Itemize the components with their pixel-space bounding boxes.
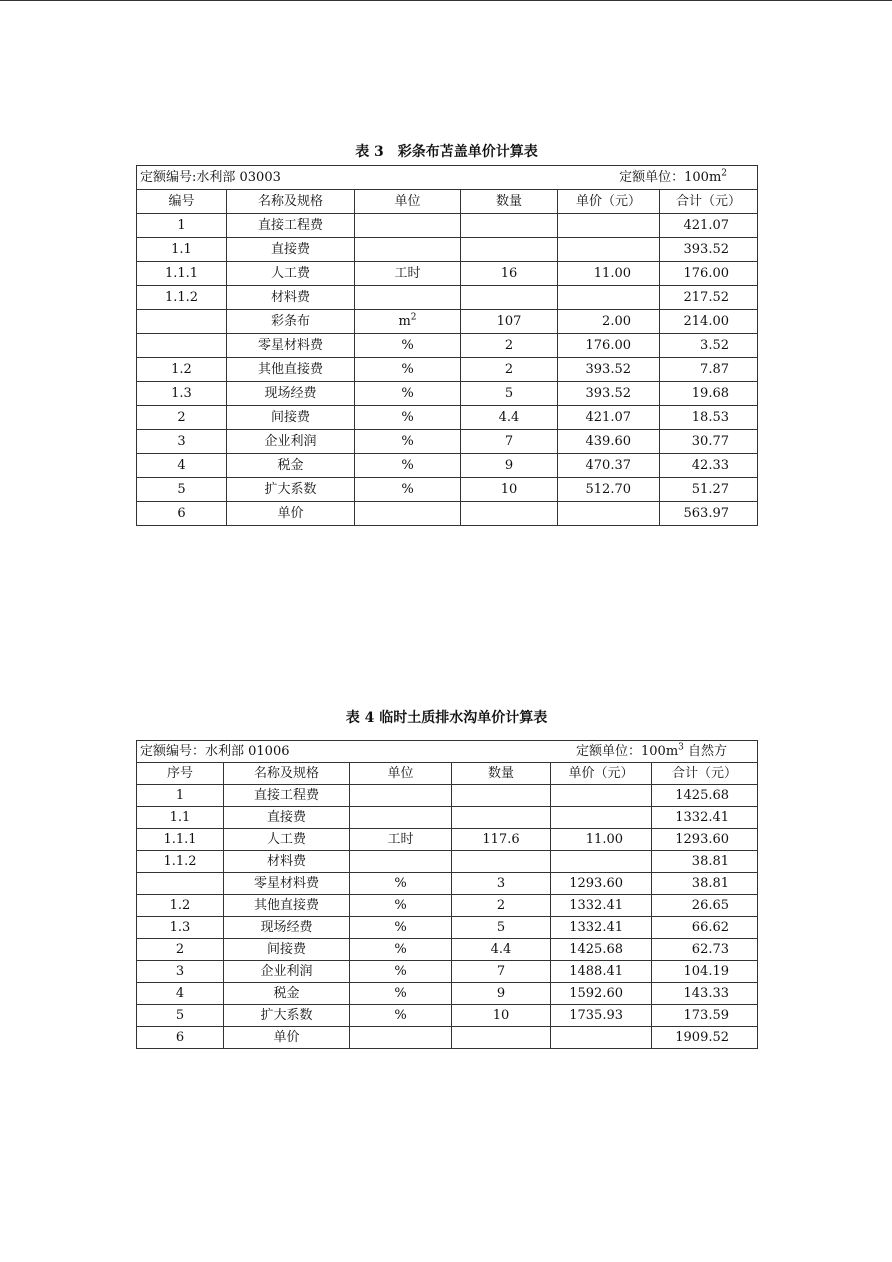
row-name: 零星材料费 — [227, 334, 355, 358]
table-row — [137, 785, 758, 807]
row-unit-price: 512.70 — [558, 478, 660, 502]
row-quantity — [461, 502, 558, 526]
quota-unit-exponent: 3 — [678, 742, 684, 753]
table-row — [137, 478, 758, 502]
row-unit-text: % — [401, 458, 414, 473]
row-quantity — [452, 807, 551, 829]
row-number: 1.1.2 — [137, 286, 227, 310]
row-quantity: 5 — [452, 917, 551, 939]
quota-unit-exponent: 2 — [721, 168, 727, 179]
row-total: 3.52 — [660, 334, 758, 358]
row-unit-price: 439.60 — [558, 430, 660, 454]
row-unit-price: 1592.60 — [551, 983, 652, 1005]
column-header: 编号 — [137, 190, 227, 214]
row-number: 4 — [137, 454, 227, 478]
row-unit-price: 393.52 — [558, 382, 660, 406]
row-unit-text: % — [401, 338, 414, 353]
row-quantity: 10 — [452, 1005, 551, 1027]
row-total: 38.81 — [652, 851, 758, 873]
row-total: 1332.41 — [652, 807, 758, 829]
table-row — [137, 358, 758, 382]
row-unit — [355, 286, 461, 310]
table-row — [137, 895, 758, 917]
row-name: 其他直接费 — [227, 358, 355, 382]
table-row — [137, 1005, 758, 1027]
column-header: 数量 — [452, 763, 551, 785]
row-total: 18.53 — [660, 406, 758, 430]
row-quantity: 4.4 — [461, 406, 558, 430]
row-number: 1 — [137, 214, 227, 238]
column-header-row — [137, 190, 758, 214]
table-row — [137, 917, 758, 939]
row-unit — [355, 334, 461, 358]
column-header: 合计（元） — [660, 190, 758, 214]
row-unit — [350, 939, 452, 961]
row-total: 176.00 — [660, 262, 758, 286]
table-row — [137, 262, 758, 286]
row-total: 42.33 — [660, 454, 758, 478]
column-header: 名称及规格 — [227, 190, 355, 214]
row-unit-price — [558, 502, 660, 526]
row-total: 421.07 — [660, 214, 758, 238]
row-name: 扩大系数 — [224, 1005, 350, 1027]
row-quantity: 7 — [452, 961, 551, 983]
row-unit-text: % — [394, 964, 407, 979]
row-total: 173.59 — [652, 1005, 758, 1027]
quota-number: 定额编号:水利部 03003 — [140, 170, 281, 185]
table4-unit-price-calc — [136, 740, 758, 1049]
row-quantity: 2 — [461, 334, 558, 358]
row-number: 5 — [137, 1005, 224, 1027]
row-unit-price: 1488.41 — [551, 961, 652, 983]
row-unit — [350, 895, 452, 917]
row-name: 间接费 — [227, 406, 355, 430]
row-name: 直接工程费 — [224, 785, 350, 807]
row-number: 1.3 — [137, 382, 227, 406]
row-unit — [350, 1027, 452, 1049]
row-unit-text: % — [394, 986, 407, 1001]
row-number: 1.1.1 — [137, 829, 224, 851]
table-row — [137, 983, 758, 1005]
row-quantity: 2 — [461, 358, 558, 382]
row-quantity: 107 — [461, 310, 558, 334]
row-unit-text: % — [394, 876, 407, 891]
row-total: 1293.60 — [652, 829, 758, 851]
row-quantity — [452, 851, 551, 873]
column-header: 数量 — [461, 190, 558, 214]
quota-header-cell — [137, 166, 758, 190]
row-unit-price — [551, 785, 652, 807]
row-unit-price: 470.37 — [558, 454, 660, 478]
row-name: 材料费 — [227, 286, 355, 310]
row-unit-text: % — [394, 920, 407, 935]
table-row — [137, 454, 758, 478]
row-unit — [355, 502, 461, 526]
table-row — [137, 829, 758, 851]
row-number: 4 — [137, 983, 224, 1005]
table-row — [137, 310, 758, 334]
row-total: 38.81 — [652, 873, 758, 895]
row-number: 1 — [137, 785, 224, 807]
row-unit-text: % — [401, 410, 414, 425]
row-total: 26.65 — [652, 895, 758, 917]
row-unit-price — [551, 851, 652, 873]
row-unit-price — [558, 286, 660, 310]
row-number: 6 — [137, 502, 227, 526]
row-number: 3 — [137, 961, 224, 983]
row-quantity: 16 — [461, 262, 558, 286]
row-total: 104.19 — [652, 961, 758, 983]
table-row — [137, 238, 758, 262]
column-header: 名称及规格 — [224, 763, 350, 785]
table-row — [137, 430, 758, 454]
row-unit-text: % — [401, 362, 414, 377]
table-row — [137, 334, 758, 358]
row-unit-text: 工时 — [387, 832, 414, 847]
row-name: 现场经费 — [227, 382, 355, 406]
column-header: 单位 — [355, 190, 461, 214]
row-quantity: 3 — [452, 873, 551, 895]
table-row — [137, 502, 758, 526]
row-name: 人工费 — [224, 829, 350, 851]
row-unit-text: 工时 — [394, 266, 421, 281]
row-unit-price: 1332.41 — [551, 895, 652, 917]
quota-header-row — [137, 166, 758, 190]
row-name: 单价 — [224, 1027, 350, 1049]
row-total: 143.33 — [652, 983, 758, 1005]
row-name: 税金 — [224, 983, 350, 1005]
row-quantity: 4.4 — [452, 939, 551, 961]
row-unit-price: 1332.41 — [551, 917, 652, 939]
page-top-border — [0, 0, 892, 1]
row-unit-price — [551, 1027, 652, 1049]
row-unit — [350, 917, 452, 939]
row-unit-price: 421.07 — [558, 406, 660, 430]
quota-number: 定额编号：水利部 01006 — [140, 744, 290, 759]
row-name: 直接费 — [224, 807, 350, 829]
row-number: 1.1 — [137, 238, 227, 262]
row-number — [137, 873, 224, 895]
row-name: 间接费 — [224, 939, 350, 961]
row-unit — [350, 851, 452, 873]
row-unit-text: % — [401, 386, 414, 401]
row-number: 2 — [137, 939, 224, 961]
table-row — [137, 807, 758, 829]
quota-unit-label: 定额单位：100m — [576, 744, 679, 759]
row-unit — [350, 961, 452, 983]
column-header: 合计（元） — [652, 763, 758, 785]
row-total: 563.97 — [660, 502, 758, 526]
row-number: 2 — [137, 406, 227, 430]
row-name: 税金 — [227, 454, 355, 478]
column-header: 序号 — [137, 763, 224, 785]
row-total: 30.77 — [660, 430, 758, 454]
row-number: 3 — [137, 430, 227, 454]
table-row — [137, 286, 758, 310]
row-unit-text: % — [394, 1008, 407, 1023]
row-name: 现场经费 — [224, 917, 350, 939]
row-unit — [350, 983, 452, 1005]
row-name: 直接工程费 — [227, 214, 355, 238]
row-quantity — [452, 785, 551, 807]
row-unit-price: 2.00 — [558, 310, 660, 334]
row-number — [137, 310, 227, 334]
quota-unit-suffix: 自然方 — [683, 744, 728, 759]
quota-header — [140, 742, 757, 759]
row-unit-price: 11.00 — [551, 829, 652, 851]
quota-unit — [619, 168, 727, 185]
row-quantity: 5 — [461, 382, 558, 406]
table-row — [137, 961, 758, 983]
column-header: 单价（元） — [551, 763, 652, 785]
table-row — [137, 851, 758, 873]
table-row — [137, 1027, 758, 1049]
row-unit — [355, 358, 461, 382]
row-unit — [350, 1005, 452, 1027]
row-total: 214.00 — [660, 310, 758, 334]
row-total: 19.68 — [660, 382, 758, 406]
row-number: 6 — [137, 1027, 224, 1049]
column-header-row — [137, 763, 758, 785]
row-unit — [350, 829, 452, 851]
row-number: 1.1.2 — [137, 851, 224, 873]
row-number: 5 — [137, 478, 227, 502]
row-unit — [355, 454, 461, 478]
table3-unit-price-calc — [136, 165, 758, 526]
row-unit — [350, 873, 452, 895]
row-name: 企业利润 — [227, 430, 355, 454]
row-unit-text: m — [398, 314, 411, 329]
row-name: 零星材料费 — [224, 873, 350, 895]
row-unit — [355, 310, 461, 334]
row-unit-price — [558, 214, 660, 238]
table-row — [137, 873, 758, 895]
row-name: 直接费 — [227, 238, 355, 262]
quota-header-row — [137, 741, 758, 763]
row-quantity — [461, 238, 558, 262]
row-total: 62.73 — [652, 939, 758, 961]
row-total: 217.52 — [660, 286, 758, 310]
row-number: 1.2 — [137, 358, 227, 382]
row-quantity — [452, 1027, 551, 1049]
row-unit — [355, 478, 461, 502]
row-unit — [355, 238, 461, 262]
row-unit-price: 1293.60 — [551, 873, 652, 895]
row-number: 1.2 — [137, 895, 224, 917]
row-unit — [355, 262, 461, 286]
row-unit-text: % — [401, 482, 414, 497]
row-name: 扩大系数 — [227, 478, 355, 502]
row-unit-price: 1735.93 — [551, 1005, 652, 1027]
row-unit — [350, 807, 452, 829]
row-quantity: 9 — [461, 454, 558, 478]
row-unit-text: % — [394, 942, 407, 957]
table-row — [137, 382, 758, 406]
row-total: 51.27 — [660, 478, 758, 502]
row-name: 材料费 — [224, 851, 350, 873]
row-name: 人工费 — [227, 262, 355, 286]
row-quantity: 2 — [452, 895, 551, 917]
quota-header-cell — [137, 741, 758, 763]
row-unit-text: % — [401, 434, 414, 449]
row-name: 彩条布 — [227, 310, 355, 334]
row-number: 1.1 — [137, 807, 224, 829]
row-total: 1425.68 — [652, 785, 758, 807]
row-total: 1909.52 — [652, 1027, 758, 1049]
row-unit — [355, 382, 461, 406]
row-unit-price — [558, 238, 660, 262]
row-name: 其他直接费 — [224, 895, 350, 917]
column-header: 单价（元） — [558, 190, 660, 214]
table-row — [137, 214, 758, 238]
row-quantity: 7 — [461, 430, 558, 454]
row-unit — [355, 430, 461, 454]
row-unit — [355, 406, 461, 430]
row-unit-price: 176.00 — [558, 334, 660, 358]
row-unit-price — [551, 807, 652, 829]
quota-unit — [576, 742, 728, 759]
row-number: 1.1.1 — [137, 262, 227, 286]
row-unit — [350, 785, 452, 807]
row-unit-text: % — [394, 898, 407, 913]
row-total: 7.87 — [660, 358, 758, 382]
row-quantity: 117.6 — [452, 829, 551, 851]
row-name: 企业利润 — [224, 961, 350, 983]
table4-title: 表 4 临时土质排水沟单价计算表 — [345, 710, 548, 726]
row-unit-price: 393.52 — [558, 358, 660, 382]
table-row — [137, 939, 758, 961]
row-total: 393.52 — [660, 238, 758, 262]
row-number — [137, 334, 227, 358]
table3-title: 表 3 彩条布苫盖单价计算表 — [355, 144, 538, 160]
row-unit-exponent: 2 — [410, 312, 417, 323]
row-number: 1.3 — [137, 917, 224, 939]
row-unit-price: 1425.68 — [551, 939, 652, 961]
row-quantity: 9 — [452, 983, 551, 1005]
table-row — [137, 406, 758, 430]
row-quantity — [461, 286, 558, 310]
row-name: 单价 — [227, 502, 355, 526]
row-quantity: 10 — [461, 478, 558, 502]
row-quantity — [461, 214, 558, 238]
row-unit — [355, 214, 461, 238]
quota-header — [140, 168, 757, 185]
row-unit-price: 11.00 — [558, 262, 660, 286]
quota-unit-label: 定额单位：100m — [619, 170, 722, 185]
column-header: 单位 — [350, 763, 452, 785]
row-total: 66.62 — [652, 917, 758, 939]
